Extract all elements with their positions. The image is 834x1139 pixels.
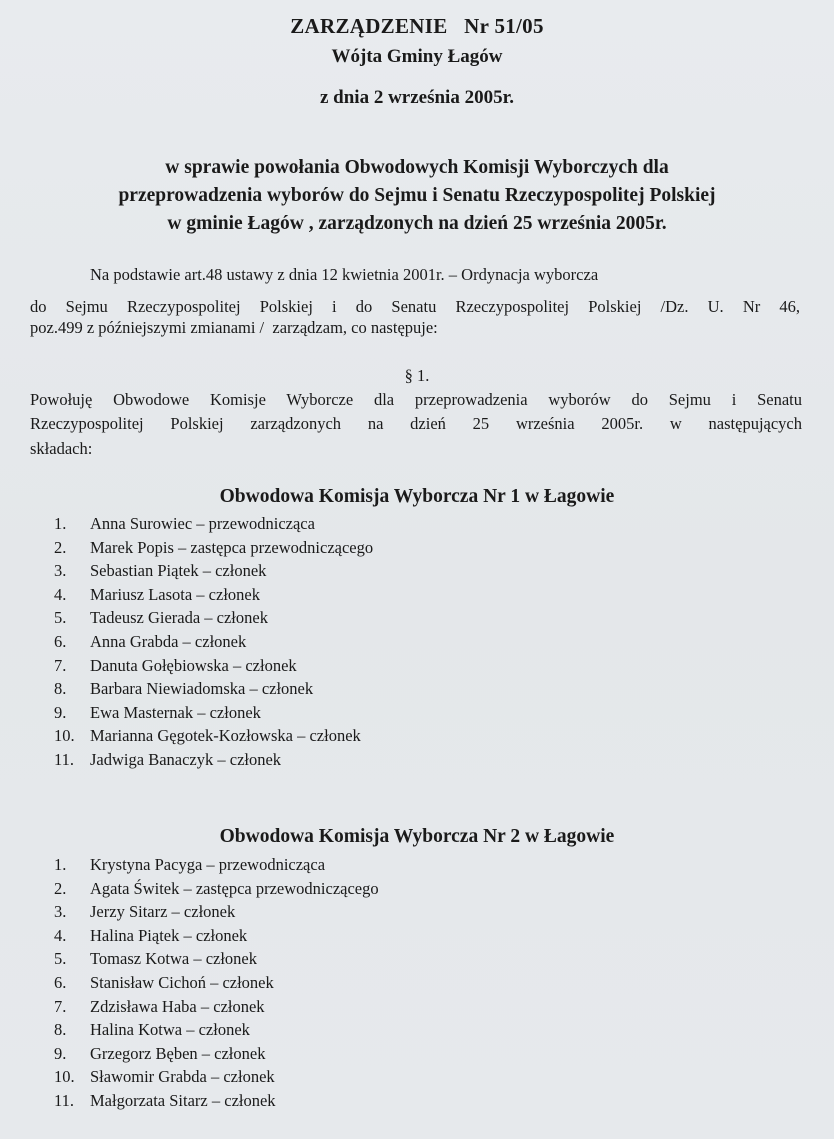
section-marker: § 1.: [404, 366, 430, 385]
member-text: Zdzisława Haba – członek: [90, 996, 265, 1016]
member-text: Marianna Gęgotek-Kozłowska – członek: [90, 726, 361, 746]
member-text: Małgorzata Sitarz – członek: [90, 1090, 276, 1110]
item-number: 9.: [54, 1043, 67, 1063]
member-text: Sławomir Grabda – członek: [90, 1067, 275, 1087]
item-number: 7.: [54, 996, 67, 1016]
list-item: [54, 654, 373, 678]
item-number: 11.: [54, 1090, 75, 1110]
subject-line-1: w sprawie powołania Obwodowych Komisji Wyborczych dla: [165, 157, 669, 178]
member-text: Halina Piątek – członek: [90, 925, 248, 945]
item-number: 10.: [54, 1067, 75, 1087]
item-number: 11.: [54, 749, 75, 769]
list-item: [54, 701, 373, 725]
member-text: Stanisław Cichoń – członek: [90, 972, 274, 992]
list-item: [54, 877, 379, 901]
item-number: 5.: [54, 949, 67, 969]
list-item: [54, 995, 379, 1019]
section-line-2: Rzeczypospolitej Polskiej zarządzonych na dzień 25 września 2005r. w następujących: [30, 414, 802, 433]
item-number: 7.: [54, 655, 67, 675]
member-text: Agata Świtek – zastępca przewodniczącego: [90, 878, 379, 898]
member-text: Grzegorz Bęben – członek: [90, 1043, 266, 1063]
member-text: Mariusz Lasota – członek: [90, 584, 260, 604]
list-item: [54, 1018, 379, 1042]
member-text: Tomasz Kotwa – członek: [90, 949, 257, 969]
commission-2-title: Obwodowa Komisja Wyborcza Nr 2 w Łagowie: [219, 826, 615, 847]
commission-1-title: Obwodowa Komisja Wyborcza Nr 1 w Łagowie: [219, 486, 615, 507]
member-text: Halina Kotwa – członek: [90, 1020, 250, 1040]
member-text: Anna Surowiec – przewodnicząca: [90, 514, 315, 533]
item-number: 2.: [54, 537, 67, 557]
section-line-3: składach:: [30, 439, 93, 458]
item-number: 8.: [54, 1020, 67, 1040]
member-text: Danuta Gołębiowska – członek: [90, 655, 297, 675]
list-item: [54, 559, 373, 583]
item-number: 2.: [54, 878, 67, 898]
commission-1-members: [54, 512, 373, 772]
member-text: Jadwiga Banaczyk – członek: [90, 749, 282, 769]
list-item: [54, 1065, 379, 1089]
list-item: [54, 900, 379, 924]
document-date: z dnia 2 września 2005r.: [319, 87, 515, 108]
preamble-line-3: poz.499 z późniejszymi zmianami / zarządzam, co następuje:: [30, 318, 438, 337]
item-number: 9.: [54, 702, 67, 722]
list-item: [54, 630, 373, 654]
list-item: [54, 724, 373, 748]
item-number: 6.: [54, 631, 67, 651]
item-number: 6.: [54, 972, 67, 992]
item-number: 8.: [54, 679, 67, 699]
preamble-line-1: Na podstawie art.48 ustawy z dnia 12 kwietnia 2001r. – Ordynacja wyborcza: [90, 265, 599, 284]
list-item: [54, 1089, 379, 1113]
subject-line-2: przeprowadzenia wyborów do Sejmu i Senatu Rzeczypospolitej Polskiej: [118, 185, 716, 206]
item-number: 10.: [54, 726, 75, 746]
member-text: Tadeusz Gierada – członek: [90, 608, 268, 628]
list-item: [54, 853, 379, 877]
list-item: [54, 583, 373, 607]
item-number: 1.: [54, 514, 67, 533]
list-item: [54, 512, 373, 536]
item-number: 4.: [54, 584, 67, 604]
issuing-authority: Wójta Gminy Łagów: [331, 46, 503, 67]
document-title: ZARZĄDZENIE Nr 51/05: [290, 14, 544, 38]
list-item: [54, 748, 373, 772]
section-line-1: Powołuję Obwodowe Komisje Wyborcze dla przeprowadzenia wyborów do Sejmu i Senatu: [30, 390, 802, 409]
list-item: [54, 536, 373, 560]
list-item: [54, 947, 379, 971]
member-text: Jerzy Sitarz – członek: [90, 902, 236, 922]
item-number: 1.: [54, 855, 67, 874]
list-item: [54, 606, 373, 630]
member-text: Sebastian Piątek – członek: [90, 561, 267, 581]
list-item: [54, 924, 379, 948]
member-text: Marek Popis – zastępca przewodniczącego: [90, 537, 374, 557]
item-number: 3.: [54, 902, 67, 922]
item-number: 4.: [54, 925, 67, 945]
member-text: Ewa Masternak – członek: [90, 702, 261, 722]
list-item: [54, 971, 379, 995]
member-text: Krystyna Pacyga – przewodnicząca: [90, 855, 326, 874]
item-number: 5.: [54, 608, 67, 628]
list-item: [54, 1042, 379, 1066]
subject-line-3: w gminie Łagów , zarządzonych na dzień 25 września 2005r.: [167, 213, 667, 234]
preamble-line-2: do Sejmu Rzeczypospolitej Polskiej i do Senatu Rzeczypospolitej Polskiej /Dz. U. Nr 46,: [30, 297, 800, 316]
list-item: [54, 677, 373, 701]
item-number: 3.: [54, 561, 67, 581]
member-text: Barbara Niewiadomska – członek: [90, 679, 314, 699]
member-text: Anna Grabda – członek: [90, 631, 247, 651]
commission-2-members: [54, 853, 379, 1113]
